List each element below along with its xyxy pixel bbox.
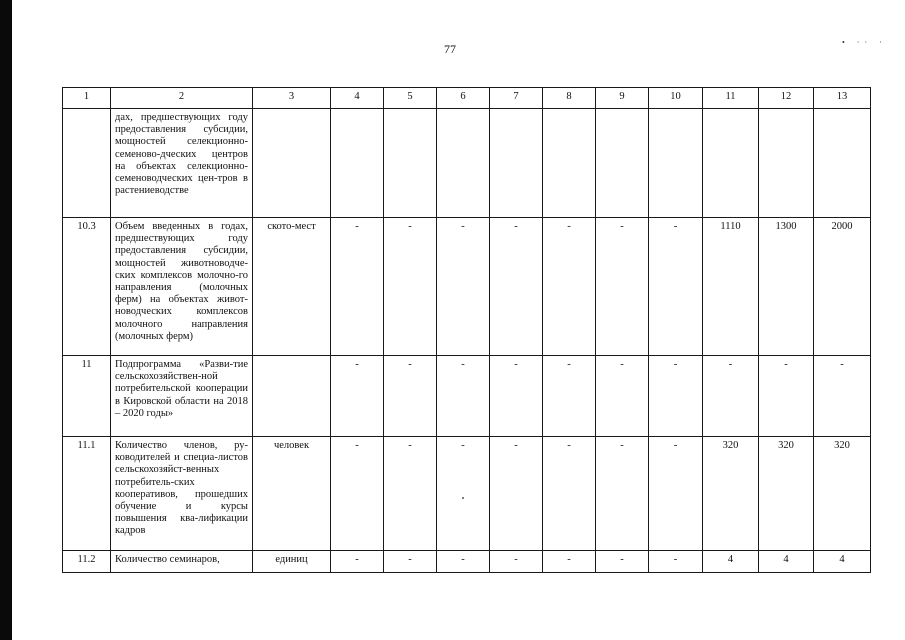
header-cell: 13 — [814, 88, 871, 109]
header-cell: 5 — [384, 88, 437, 109]
value-cell: 1110 — [703, 218, 759, 356]
value-cell: - — [331, 218, 384, 356]
value-cell: - — [331, 551, 384, 573]
value-cell: - — [596, 356, 649, 437]
value-cell: - — [490, 218, 543, 356]
value-cell: - — [543, 551, 596, 573]
row-number-cell: 11.2 — [63, 551, 111, 573]
value-cell: 1300 — [759, 218, 814, 356]
header-cell: 9 — [596, 88, 649, 109]
value-cell: - — [649, 356, 703, 437]
table-row — [63, 218, 871, 356]
unit-cell: единиц — [253, 551, 331, 573]
table-row — [63, 437, 871, 551]
value-cell — [331, 109, 384, 218]
value-cell: - — [331, 356, 384, 437]
header-cell: 2 — [111, 88, 253, 109]
value-cell — [490, 109, 543, 218]
header-cell: 8 — [543, 88, 596, 109]
value-cell: 320 — [703, 437, 759, 551]
value-cell: - — [543, 437, 596, 551]
header-cell: 12 — [759, 88, 814, 109]
value-cell: - — [490, 356, 543, 437]
value-cell: - — [759, 356, 814, 437]
value-cell: - — [703, 356, 759, 437]
table-row — [63, 109, 871, 218]
unit-cell: ското-мест — [253, 218, 331, 356]
value-cell: 2000 — [814, 218, 871, 356]
header-cell: 3 — [253, 88, 331, 109]
table-row — [63, 356, 871, 437]
value-cell: - — [384, 437, 437, 551]
value-cell: 4 — [759, 551, 814, 573]
value-cell: - — [437, 437, 490, 551]
value-cell: - — [384, 356, 437, 437]
value-cell — [437, 109, 490, 218]
indicators-table — [62, 87, 871, 573]
row-number-cell: 10.3 — [63, 218, 111, 356]
value-cell: - — [596, 218, 649, 356]
value-cell: - — [649, 437, 703, 551]
value-cell: - — [596, 551, 649, 573]
value-cell: - — [384, 218, 437, 356]
row-number-cell: 11.1 — [63, 437, 111, 551]
indicator-name-cell: дах, предшествующих году предоставления субсидии, мощностей селекционно-семеново-дческих центров на объектах селекционно-семеноводческих цен-тров в растениеводстве — [111, 109, 253, 218]
table-row — [63, 551, 871, 573]
value-cell: - — [596, 437, 649, 551]
value-cell — [649, 109, 703, 218]
scan-corner-marks: • ·· · — [842, 38, 887, 47]
value-cell: - — [384, 551, 437, 573]
value-cell: - — [814, 356, 871, 437]
table-header-row — [63, 88, 871, 109]
value-cell: - — [437, 218, 490, 356]
value-cell: 4 — [814, 551, 871, 573]
value-cell: - — [437, 356, 490, 437]
indicator-name-cell: Количество семинаров, — [111, 551, 253, 573]
value-cell: - — [543, 218, 596, 356]
value-cell: - — [490, 551, 543, 573]
value-cell — [596, 109, 649, 218]
value-cell — [759, 109, 814, 218]
value-cell — [814, 109, 871, 218]
value-cell: - — [649, 218, 703, 356]
value-cell: 320 — [814, 437, 871, 551]
value-cell: 320 — [759, 437, 814, 551]
header-cell: 10 — [649, 88, 703, 109]
value-cell: - — [437, 551, 490, 573]
indicator-name-cell: Подпрограмма «Разви-тие сельскохозяйствен-ной потребительской кооперации в Кировской области на 2018 – 2020 годы» — [111, 356, 253, 437]
value-cell — [543, 109, 596, 218]
value-cell — [384, 109, 437, 218]
unit-cell — [253, 109, 331, 218]
header-cell: 7 — [490, 88, 543, 109]
value-cell: - — [331, 437, 384, 551]
page-number: 77 — [444, 42, 456, 56]
header-cell: 11 — [703, 88, 759, 109]
value-cell: - — [543, 356, 596, 437]
unit-cell — [253, 356, 331, 437]
header-cell: 6 — [437, 88, 490, 109]
header-cell: 4 — [331, 88, 384, 109]
indicator-name-cell: Объем введенных в годах, предшествующих году предоставления субсидии, мощностей животноводче-ских комплексов молочно-го направления (молочных ферм) на объектах живот-новодческих комплексов молочного направления (молочных ферм) — [111, 218, 253, 356]
indicator-name-cell: Количество членов, ру-ководителей и специа-листов сельскохозяйст-венных потребитель-ских кооперативов, прошедших обучение и курсы повышения ква-лификации кадров — [111, 437, 253, 551]
value-cell: - — [490, 437, 543, 551]
value-cell: - — [649, 551, 703, 573]
value-cell: 4 — [703, 551, 759, 573]
header-cell: 1 — [63, 88, 111, 109]
unit-cell: человек — [253, 437, 331, 551]
row-number-cell: 11 — [63, 356, 111, 437]
scan-edge-bar — [0, 0, 12, 640]
value-cell — [703, 109, 759, 218]
scan-speck — [462, 497, 464, 499]
row-number-cell — [63, 109, 111, 218]
